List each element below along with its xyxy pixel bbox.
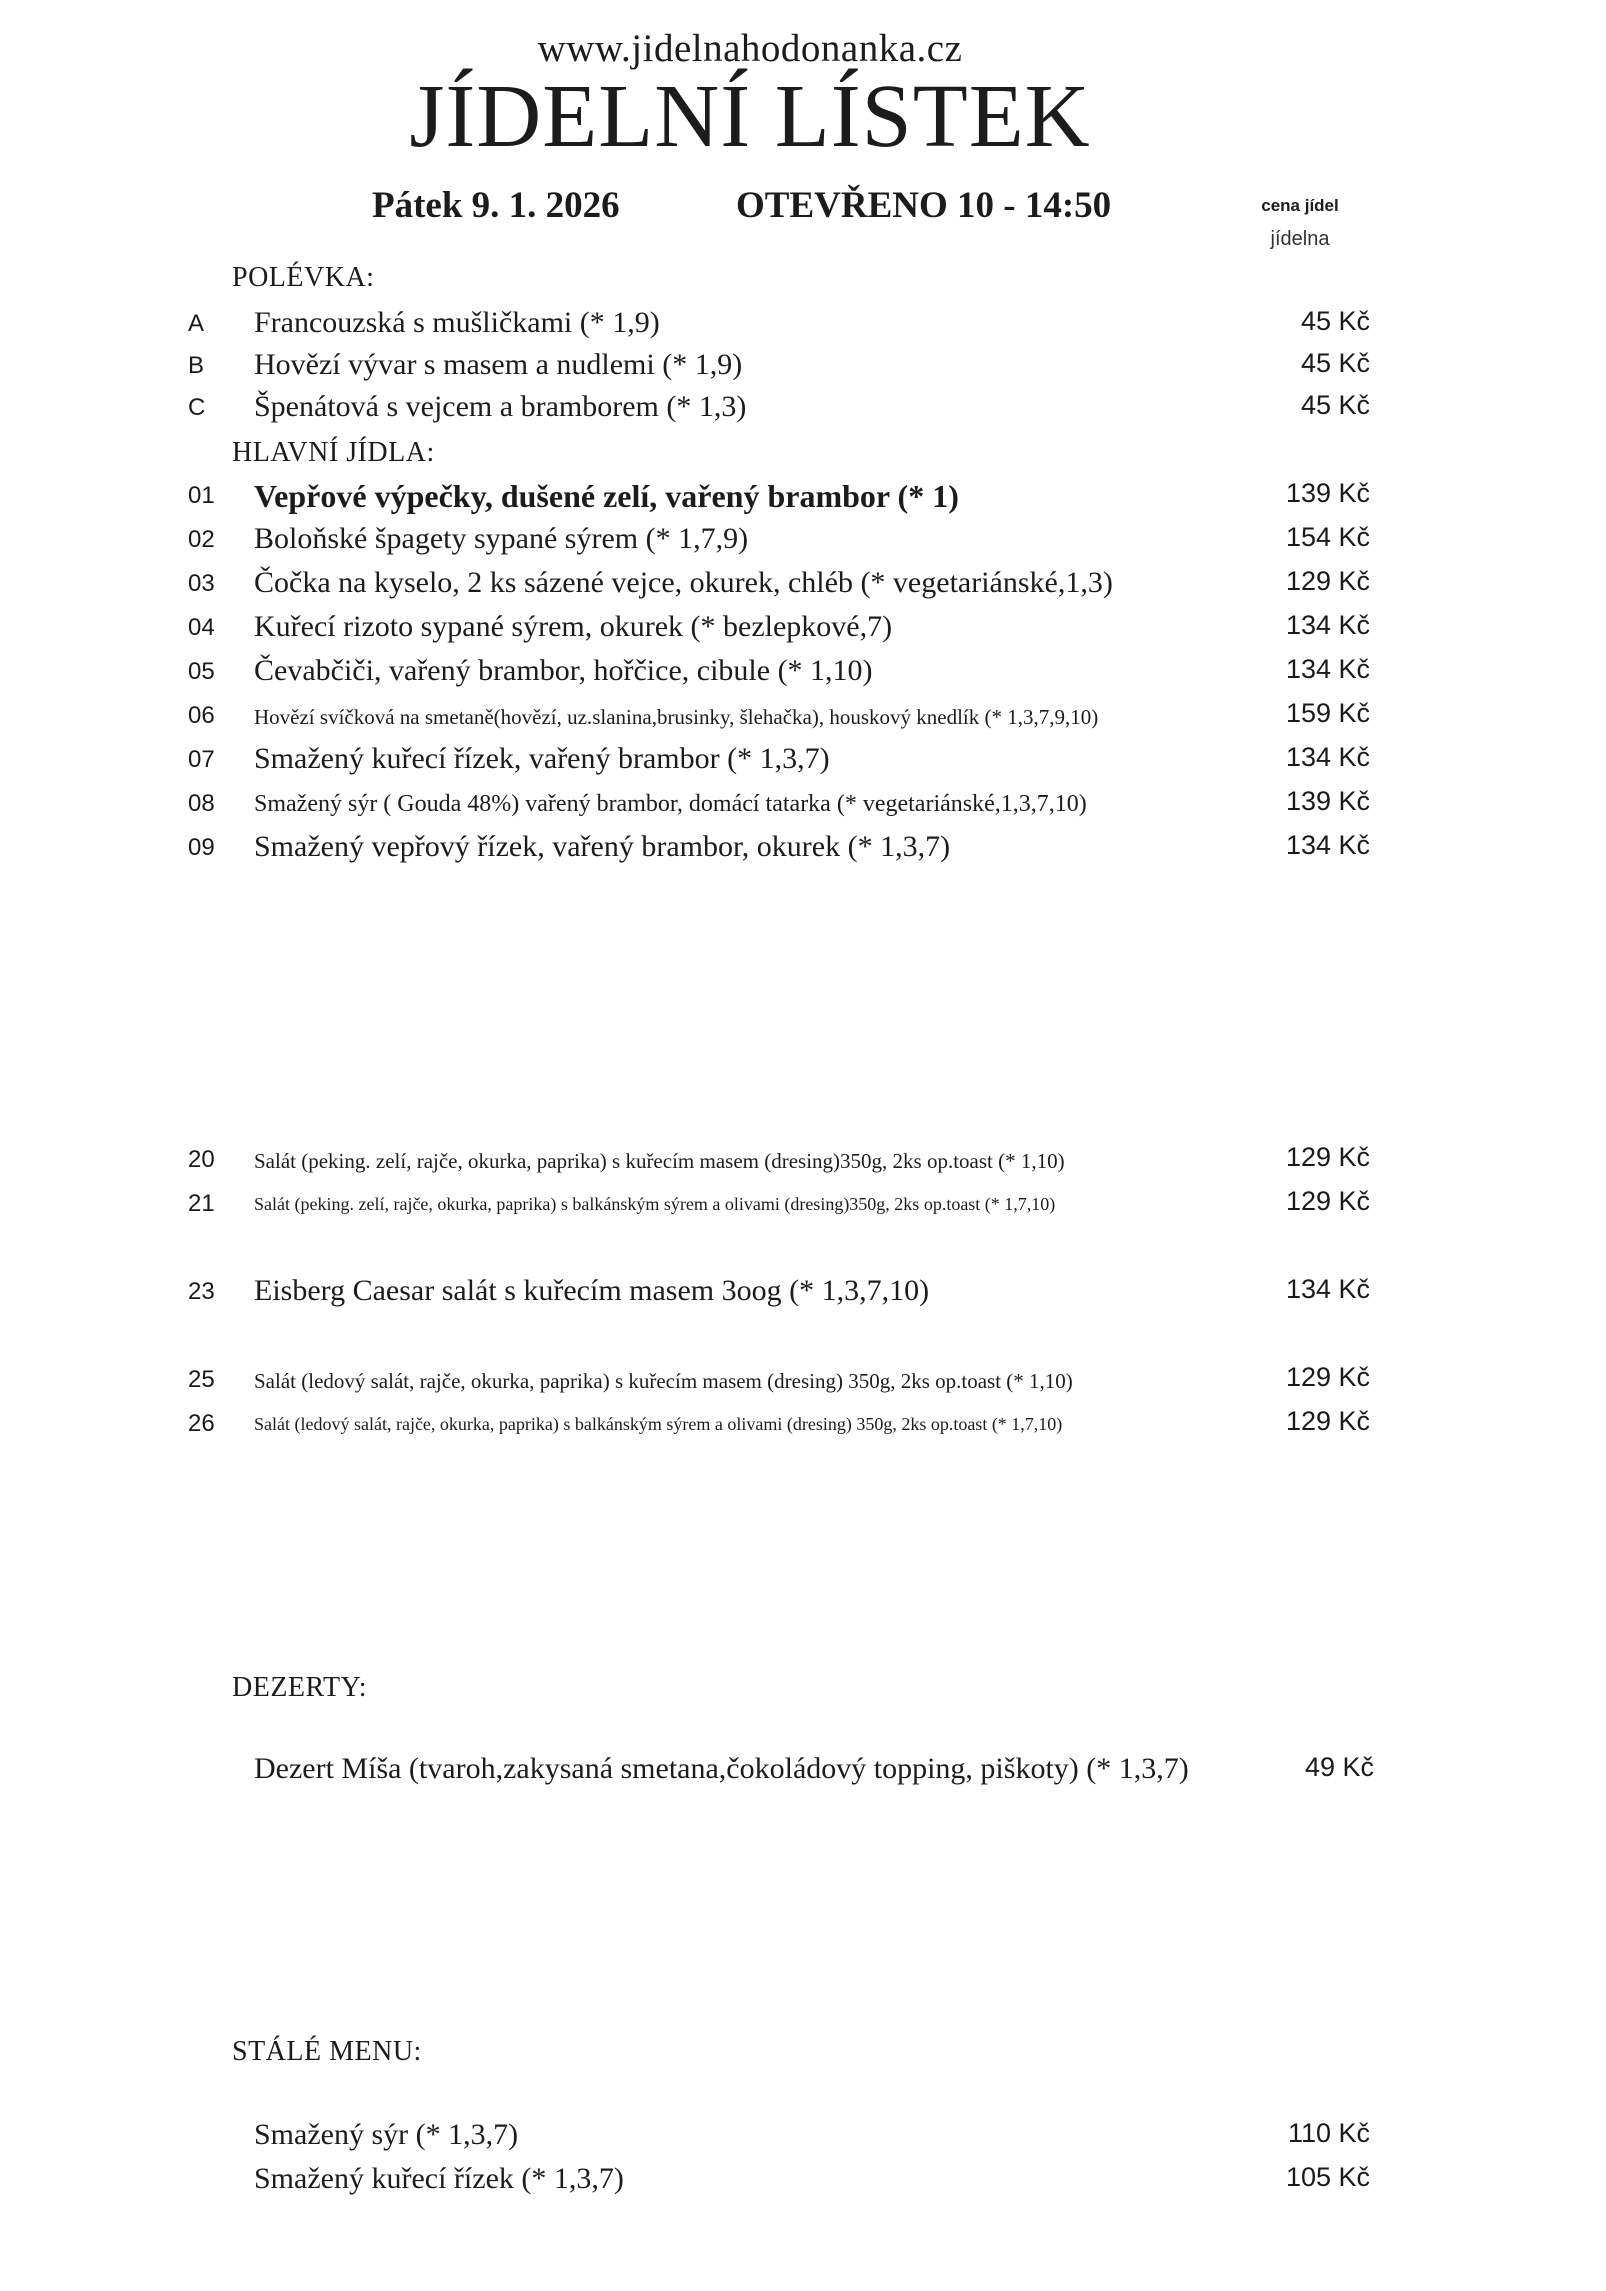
item-price: 45 Kč	[1300, 390, 1370, 420]
item-code: A	[188, 310, 205, 337]
item-price: 110 Kč	[1287, 2118, 1370, 2148]
menu-item	[0, 1272, 1606, 1312]
item-price: 134 Kč	[1285, 1274, 1370, 1304]
price-column-subheader: jídelna	[1270, 228, 1330, 250]
item-code: B	[188, 352, 205, 379]
item-price: 134 Kč	[1285, 830, 1370, 860]
item-code: 02	[188, 526, 215, 553]
item-price: 129 Kč	[1285, 1362, 1370, 1392]
permanent-menu-section-title: STÁLÉ MENU:	[232, 2036, 422, 2067]
item-price: 129 Kč	[1285, 1406, 1370, 1436]
item-name: Hovězí svíčková na smetaně(hovězí, uz.slanina,brusinky, šlehačka), houskový knedlík (* 1,3,7,9,10)	[254, 705, 1099, 729]
item-price: 139 Kč	[1285, 786, 1370, 816]
item-code: 21	[188, 1190, 215, 1217]
menu-item	[0, 1360, 1606, 1400]
menu-item	[0, 696, 1606, 736]
item-name: Salát (peking. zelí, rajče, okurka, paprika) s balkánským sýrem a olivami (dresing)350g, 2ks op.toast (* 1,7,10)	[254, 1194, 1056, 1214]
item-code: C	[188, 394, 206, 421]
item-name: Smažený kuřecí řízek (* 1,3,7)	[254, 2162, 624, 2195]
item-name: Čočka na kyselo, 2 ks sázené vejce, okurek, chléb (* vegetariánské,1,3)	[254, 566, 1113, 599]
menu-item	[0, 476, 1606, 516]
item-price: 134 Kč	[1285, 610, 1370, 640]
item-price: 45 Kč	[1300, 348, 1370, 378]
item-code: 09	[188, 834, 215, 861]
desserts-section-title: DEZERTY:	[232, 1672, 368, 1703]
price-column-header: cena jídel	[1261, 196, 1339, 215]
menu-item	[0, 2160, 1606, 2200]
item-name: Kuřecí rizoto sypané sýrem, okurek (* bezlepkové,7)	[254, 610, 893, 643]
item-code: 26	[188, 1410, 215, 1437]
item-name: Špenátová s vejcem a bramborem (* 1,3)	[254, 390, 747, 423]
menu-item	[0, 2116, 1606, 2156]
item-price: 134 Kč	[1285, 654, 1370, 684]
menu-item	[0, 564, 1606, 604]
menu-item	[0, 1184, 1606, 1224]
item-price: 159 Kč	[1285, 698, 1370, 728]
menu-item	[0, 1750, 1606, 1790]
item-price: 49 Kč	[1304, 1752, 1374, 1782]
item-name: Hovězí vývar s masem a nudlemi (* 1,9)	[254, 348, 743, 381]
menu-item	[0, 388, 1606, 428]
item-code: 20	[188, 1146, 215, 1173]
website-url: www.jidelnahodonanka.cz	[537, 27, 963, 70]
menu-item	[0, 608, 1606, 648]
opening-hours: OTEVŘENO 10 - 14:50	[736, 185, 1112, 226]
item-code: 06	[188, 702, 215, 729]
item-code: 03	[188, 570, 215, 597]
menu-item	[0, 652, 1606, 692]
item-name: Eisberg Caesar salát s kuřecím masem 3oog (* 1,3,7,10)	[254, 1274, 930, 1307]
item-code: 07	[188, 746, 215, 773]
soups-section-title: POLÉVKA:	[232, 262, 375, 293]
menu-item	[0, 520, 1606, 560]
item-code: 08	[188, 790, 215, 817]
item-price: 45 Kč	[1300, 306, 1370, 336]
item-price: 129 Kč	[1285, 1142, 1370, 1172]
page-title: JÍDELNÍ LÍSTEK	[409, 67, 1091, 166]
item-price: 129 Kč	[1285, 1186, 1370, 1216]
item-price: 139 Kč	[1285, 478, 1370, 508]
item-price: 134 Kč	[1285, 742, 1370, 772]
item-name: Francouzská s mušličkami (* 1,9)	[254, 306, 660, 339]
item-price: 105 Kč	[1285, 2162, 1370, 2192]
item-name: Smažený kuřecí řízek, vařený brambor (* 1,3,7)	[254, 742, 830, 775]
item-name: Boloňské špagety sypané sýrem (* 1,7,9)	[254, 522, 749, 555]
menu-item	[0, 346, 1606, 386]
item-price: 154 Kč	[1285, 522, 1370, 552]
menu-item	[0, 1404, 1606, 1444]
item-name: Salát (peking. zelí, rajče, okurka, paprika) s kuřecím masem (dresing)350g, 2ks op.toast (* 1,10)	[254, 1149, 1065, 1173]
item-code: 05	[188, 658, 215, 685]
item-code: 01	[188, 482, 215, 509]
item-code: 23	[188, 1278, 215, 1305]
item-name: Vepřové výpečky, dušené zelí, vařený brambor (* 1)	[254, 478, 959, 514]
item-name: Smažený sýr (* 1,3,7)	[254, 2118, 519, 2151]
item-price: 129 Kč	[1285, 566, 1370, 596]
item-code: 25	[188, 1366, 215, 1393]
item-name: Dezert Míša (tvaroh,zakysaná smetana,čokoládový topping, piškoty) (* 1,3,7)	[254, 1752, 1189, 1785]
menu-item	[0, 784, 1606, 824]
menu-item	[0, 740, 1606, 780]
item-name: Smažený vepřový řízek, vařený brambor, okurek (* 1,3,7)	[254, 830, 951, 863]
menu-item	[0, 1140, 1606, 1180]
item-name: Smažený sýr ( Gouda 48%) vařený brambor, domácí tatarka (* vegetariánské,1,3,7,10)	[254, 791, 1087, 817]
item-code: 04	[188, 614, 215, 641]
mains-section-title: HLAVNÍ JÍDLA:	[232, 437, 435, 468]
item-name: Salát (ledový salát, rajče, okurka, paprika) s kuřecím masem (dresing) 350g, 2ks op.toast (* 1,10)	[254, 1369, 1073, 1393]
menu-item	[0, 304, 1606, 344]
item-name: Čevabčiči, vařený brambor, hořčice, cibule (* 1,10)	[254, 654, 873, 687]
item-name: Salát (ledový salát, rajče, okurka, paprika) s balkánským sýrem a olivami (dresing) 350g, 2ks op.toast (* 1,7,10)	[254, 1414, 1063, 1434]
menu-item	[0, 828, 1606, 868]
menu-date: Pátek 9. 1. 2026	[372, 185, 620, 226]
